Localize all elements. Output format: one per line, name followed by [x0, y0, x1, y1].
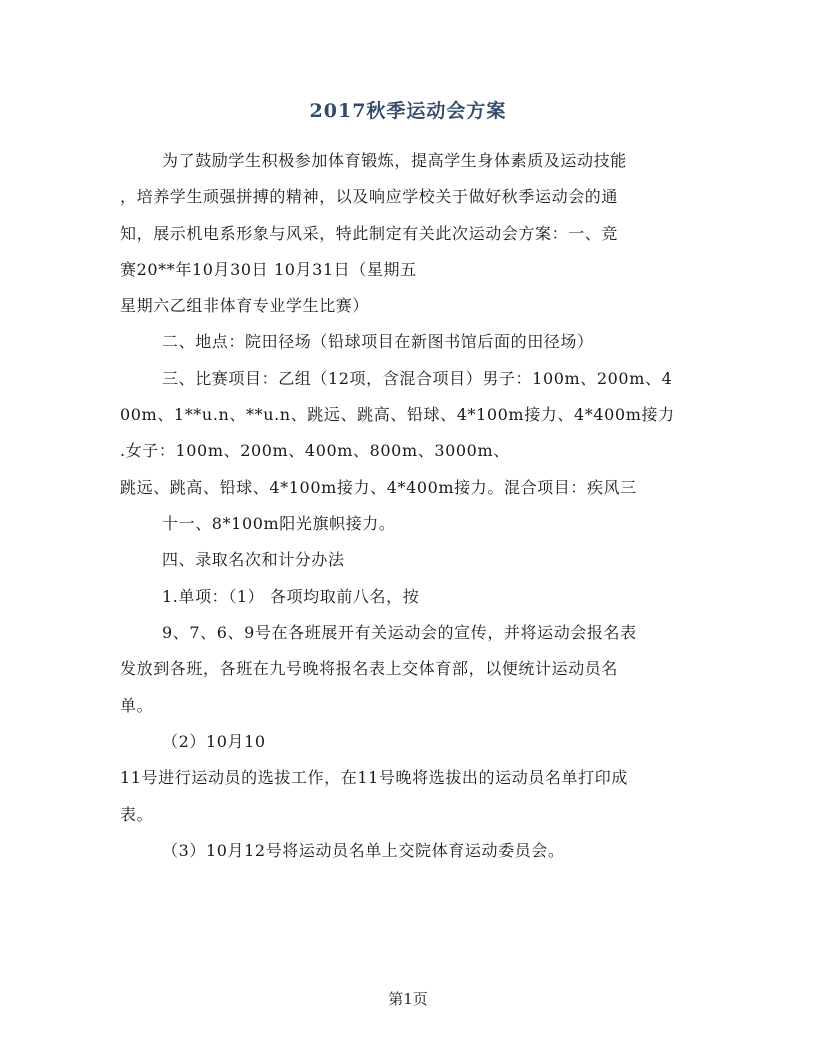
- text-line: ，培养学生顽强拼搏的精神，以及响应学校关于做好秋季运动会的通: [120, 187, 619, 206]
- text-line: 跳远、跳高、铅球、4*100m接力、4*400m接力。混合项目：疾风三: [120, 478, 637, 497]
- text-line: 1.单项：（1） 各项均取前八名，按: [162, 587, 420, 606]
- text-line: 9、7、6、9号在各班展开有关运动会的宣传，并将运动会报名表: [162, 623, 637, 642]
- text-line: 星期六乙组非体育专业学生比赛）: [120, 296, 370, 315]
- text-line: 单。: [120, 696, 154, 715]
- text-line: （3）10月12号将运动员名单上交院体育运动委员会。: [162, 841, 565, 860]
- text-line: 00m、1**u.n、**u.n、跳远、跳高、铅球、4*100m接力、4*400m接力: [120, 405, 675, 424]
- text-line: 发放到各班，各班在九号晚将报名表上交体育部，以便统计运动员名: [120, 659, 619, 678]
- text-line: 11号进行运动员的选拔工作，在11号晚将选拔出的运动员名单打印成: [120, 768, 628, 787]
- text-line: 知，展示机电系形象与风采，特此制定有关此次运动会方案：一、竞: [120, 224, 619, 243]
- page-number: 第1页: [388, 990, 428, 1008]
- text-line: 三、比赛项目：乙组（12项，含混合项目）男子：100m、200m、4: [162, 369, 673, 388]
- text-line: 十一、8*100m阳光旗帜接力。: [162, 514, 396, 533]
- text-line: .女子：100m、200m、400m、800m、3000m、: [120, 441, 510, 460]
- text-line: 赛20**年10月30日 10月31日（星期五: [120, 260, 417, 279]
- section-heading: 四、录取名次和计分办法: [162, 550, 345, 569]
- text-line: 为了鼓励学生积极参加体育锻炼，提高学生身体素质及运动技能: [162, 151, 627, 170]
- document-title: 2017秋季运动会方案: [309, 100, 507, 122]
- text-line: 表。: [120, 805, 154, 824]
- text-line: 二、地点：院田径场（铅球项目在新图书馆后面的田径场）: [162, 332, 594, 351]
- text-line: （2）10月10: [162, 732, 266, 751]
